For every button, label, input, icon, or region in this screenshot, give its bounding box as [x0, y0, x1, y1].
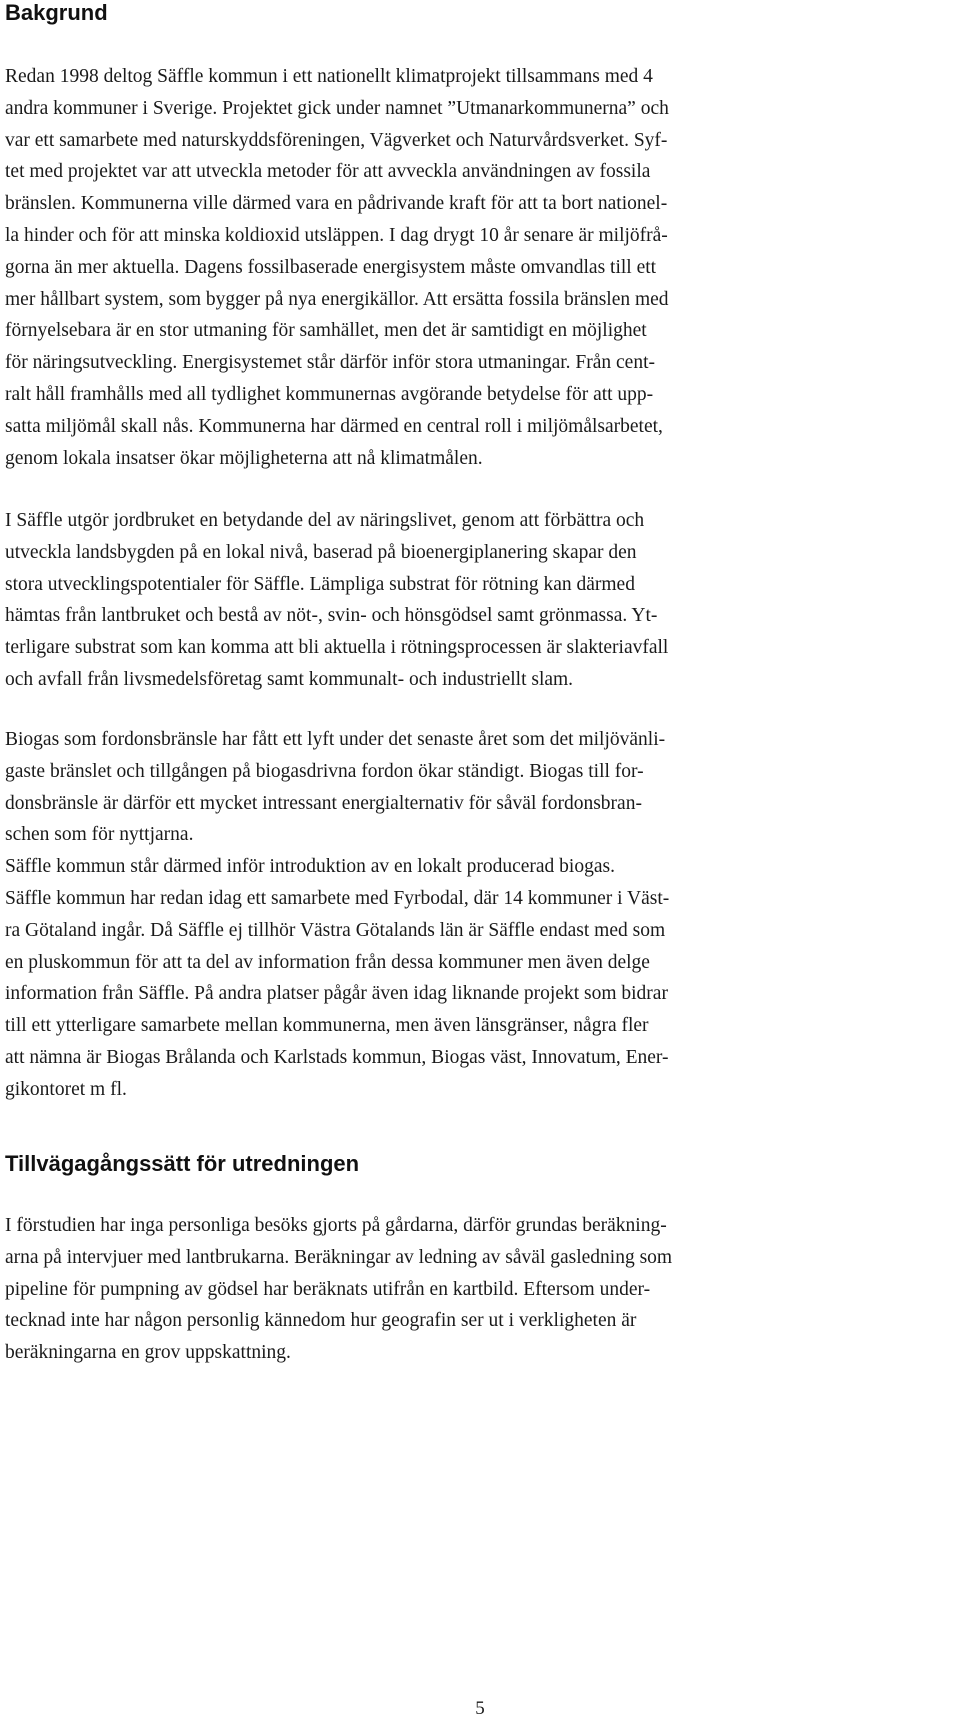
text-line: genom lokala insatser ökar möjligheterna att nå klimatmålen.	[5, 447, 483, 469]
text-line: till ett ytterligare samarbete mellan kommunerna, men även länsgränser, några fler	[5, 1015, 649, 1037]
text-line: att nämna är Biogas Brålanda och Karlstads kommun, Biogas väst, Innovatum, Ener-	[5, 1046, 669, 1068]
text-line: pipeline för pumpning av gödsel har beräknats utifrån en kartbild. Eftersom under-	[5, 1278, 651, 1300]
text-line: mer hållbart system, som bygger på nya energikällor. Att ersätta fossila bränslen med	[5, 288, 669, 310]
text-line: gaste bränslet och tillgången på biogasdrivna fordon ökar ständigt. Biogas till for-	[5, 760, 644, 782]
text-line: ralt håll framhålls med all tydlighet kommunernas avgörande betydelse för att upp-	[5, 383, 654, 405]
text-line: information från Säffle. På andra platser pågår även idag liknande projekt som bidrar	[5, 983, 668, 1005]
text-line: hämtas från lantbruket och bestå av nöt-, svin- och hönsgödsel samt grönmassa. Yt-	[5, 605, 658, 627]
text-line: för näringsutveckling. Energisystemet står därför inför stora utmaningar. Från cent-	[5, 352, 655, 374]
section-heading-tillvagagangssatt: Tillvägagångssätt för utredningen	[5, 1151, 360, 1176]
paragraph-jordbruk	[5, 505, 945, 696]
text-line: tet med projektet var att utveckla metoder för att avveckla användningen av fossila	[5, 161, 651, 183]
text-line: tecknad inte har någon personlig kännedom hur geografin ser ut i verkligheten är	[5, 1310, 637, 1332]
paragraph-forstudie	[5, 1210, 945, 1369]
text-line: la hinder och för att minska koldioxid utsläppen. I dag drygt 10 år senare är miljöfrå-	[5, 224, 668, 246]
section-heading-bakgrund: Bakgrund	[5, 0, 108, 25]
text-line: Säffle kommun har redan idag ett samarbete med Fyrbodal, där 14 kommuner i Väst-	[5, 887, 670, 909]
text-line: utveckla landsbygden på en lokal nivå, baserad på bioenergiplanering skapar den	[5, 541, 637, 563]
text-line: satta miljömål skall nås. Kommunerna har därmed en central roll i miljömålsarbetet,	[5, 415, 663, 437]
text-line: bränslen. Kommunerna ville därmed vara en pådrivande kraft för att ta bort nationel-	[5, 193, 668, 215]
text-line: arna på intervjuer med lantbrukarna. Beräkningar av ledning av såväl gasledning som	[5, 1246, 673, 1268]
paragraph-bakgrund-intro	[5, 61, 945, 474]
text-line: gorna än mer aktuella. Dagens fossilbaserade energisystem måste omvandlas till ett	[5, 256, 657, 278]
text-line: donsbränsle är därför ett mycket intressant energialternativ för såväl fordonsbran-	[5, 792, 642, 814]
text-line: schen som för nyttjarna.	[5, 824, 194, 846]
text-line: ra Götaland ingår. Då Säffle ej tillhör Västra Götalands län är Säffle endast med som	[5, 919, 666, 941]
text-line: Biogas som fordonsbränsle har fått ett lyft under det senaste året som det miljövänli-	[5, 729, 666, 750]
text-line: gikontoret m fl.	[5, 1078, 127, 1100]
text-line: Redan 1998 deltog Säffle kommun i ett nationellt klimatprojekt tillsammans med 4	[5, 66, 653, 87]
page-number: 5	[475, 1698, 485, 1719]
text-line: I förstudien har inga personliga besöks gjorts på gårdarna, därför grundas beräkning-	[5, 1215, 667, 1236]
text-line: förnyelsebara är en stor utmaning för samhället, men det är samtidigt en möjlighet	[5, 320, 647, 342]
text-line: en pluskommun för att ta del av information från dessa kommuner men även delge	[5, 951, 650, 973]
paragraph-biogas	[5, 724, 945, 1106]
text-line: andra kommuner i Sverige. Projektet gick under namnet ”Utmanarkommunerna” och	[5, 97, 669, 119]
text-line: Säffle kommun står därmed inför introduktion av en lokalt producerad biogas.	[5, 856, 615, 878]
text-line: I Säffle utgör jordbruket en betydande del av näringslivet, genom att förbättra och	[5, 510, 645, 531]
text-line: terligare substrat som kan komma att bli aktuella i rötningsprocessen är slakteriavfall	[5, 637, 669, 659]
text-line: stora utvecklingspotentialer för Säffle. Lämpliga substrat för rötning kan därmed	[5, 573, 635, 595]
text-line: var ett samarbete med naturskyddsföreningen, Vägverket och Naturvårdsverket. Syf-	[5, 129, 668, 151]
text-line: beräkningarna en grov uppskattning.	[5, 1342, 291, 1364]
text-line: och avfall från livsmedelsföretag samt kommunalt- och industriellt slam.	[5, 668, 574, 690]
